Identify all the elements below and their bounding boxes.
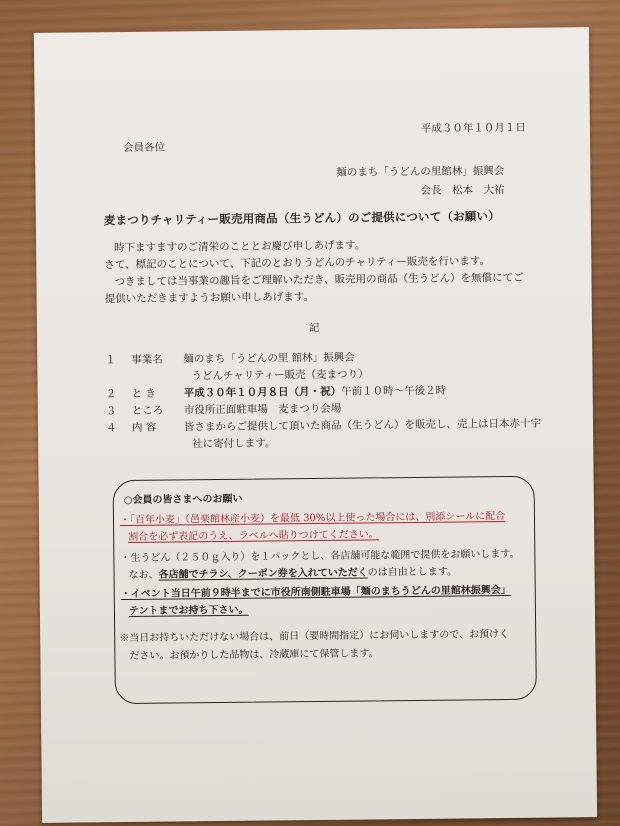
item-number: １ <box>105 354 116 367</box>
item-date <box>106 383 447 403</box>
item-number: ２ <box>105 388 117 401</box>
item-label: ところ <box>131 404 164 417</box>
body-line-1: 時下ますますのご清栄のこととお慶び申しあげます。 <box>114 239 366 255</box>
notice-line-4b: ださい。お預かりした品物は、冷蔵庫にて保管します。 <box>129 648 379 662</box>
item-number: ３ <box>105 405 117 418</box>
item-text: 皆さまからご提供して頂いた商品（生うどん）を販売し、売上は日本赤十字 <box>183 417 542 434</box>
item-event-name-line2: うどんチャリティー販売（麦まつり） <box>191 368 369 383</box>
body-line-3: つきましては当事業の趣旨をご理解いただき、販売用の商品（生うどん）を無償にてご <box>114 271 524 289</box>
notice-line-2a: ・生うどん（２５０ｇ入り）を１パックとし、各店舗可能な範囲で提供をお願いします。 <box>120 548 520 565</box>
notice-line-2b <box>128 565 457 584</box>
item-time: 午前１０時～午後２時 <box>341 384 447 398</box>
item-place <box>106 401 342 420</box>
item-content-line2: 社に寄付します。 <box>192 437 276 451</box>
item-text: 麺のまち「うどんの里 館林」振興会 <box>183 351 355 366</box>
item-date-bold: 平成３０年１０月８日（月・祝） <box>183 385 342 400</box>
member-notice-box <box>113 476 537 704</box>
body-line-2: さて、標記のことについて、下記のとおりうどんのチャリティー販売を行います。 <box>104 255 491 272</box>
notice-line-3a: ・イベント当日午前９時半までに市役所南側駐車場「麺のまちうどんの里館林振興会」 <box>120 584 511 601</box>
item-text: 市役所正面駐車場 麦まつり会場 <box>183 402 342 417</box>
notice-line-2b-post: のは自由とします。 <box>367 566 458 579</box>
sender-president: 会長 松本 大祐 <box>420 184 505 197</box>
item-label: 内 容 <box>131 421 157 434</box>
notice-title: ○会員の皆さまへのお願い <box>123 493 243 507</box>
sender-organization: 麺のまち「うどんの里館林」振興会 <box>336 165 505 179</box>
notice-line-2b-pre: なお、 <box>128 569 159 581</box>
notice-line-2b-bold: 各店舗でチラシ、クーポン券を入れていただく <box>158 567 368 581</box>
notice-line-1a: ・「百年小麦」（邑楽館林産小麦）を最低 30%以上使った場合には、別添シールに配合 <box>119 511 506 527</box>
item-label: 事業名 <box>131 353 163 366</box>
letter-title: 麦まつりチャリティー販売用商品（生うどん）のご提供について（お願い） <box>103 209 500 228</box>
addressee: 会員各位 <box>123 141 166 154</box>
notice-line-4a: ※当日お持ちいただけない場合は、前日（要時間指定）にお伺いしますので、お預けく <box>119 628 510 645</box>
notice-line-3b: テントまでお持ち下さい。 <box>128 604 249 617</box>
item-number: ４ <box>105 422 117 435</box>
item-content <box>106 416 541 437</box>
item-label: と き <box>131 387 157 400</box>
ki-heading: 記 <box>308 321 320 335</box>
letter-paper <box>34 27 597 823</box>
letter-date: 平成３０年１０月１日 <box>420 121 526 135</box>
notice-line-1b: 割合を必ず表記のうえ、ラベルへ貼りつけてください。 <box>128 529 379 543</box>
item-event-name <box>105 350 355 369</box>
body-line-4: 提供いただきますようお願い申しあげます。 <box>104 291 314 306</box>
